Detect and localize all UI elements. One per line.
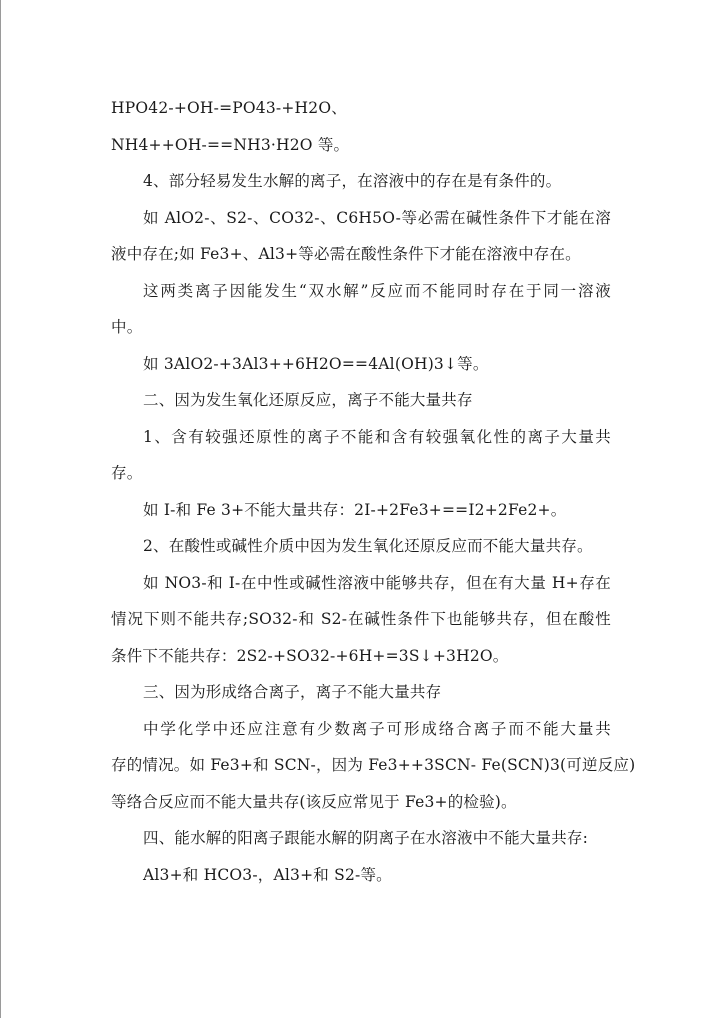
text-line: 如 I-和 Fe 3+不能大量共存：2I-+2Fe3+==I2+2Fe2+。 (143, 500, 567, 519)
section-heading: 三、因为形成络合离子，离子不能大量共存 (143, 683, 442, 701)
section-heading: 四、能水解的阳离子跟能水解的阴离子在水溶液中不能大量共存: (143, 829, 589, 847)
text-line: 这两类离子因能发生“双水解”反应而不能同时存在于同一溶液 (143, 281, 611, 300)
text-line: 液中存在;如 Fe3+、Al3+等必需在酸性条件下才能在溶液中存在。 (111, 245, 581, 263)
text-line: 如 AlO2-、S2-、CO32-、C6H5O-等必需在碱性条件下才能在溶 (143, 208, 611, 227)
text-line: 等络合反应而不能大量共存(该反应常见于 Fe3+的检验)。 (111, 792, 517, 811)
text-line: Al3+和 HCO3-，Al3+和 S2-等。 (143, 865, 392, 884)
text-line: NH4++OH-==NH3·H2O 等。 (111, 135, 350, 154)
text-line: 情况下则不能共存;SO32-和 S2-在碱性条件下也能够共存，但在酸性 (111, 610, 611, 628)
text-line: 中。 (111, 318, 143, 336)
text-line: 中学化学中还应注意有少数离子可形成络合离子而不能大量共 (143, 719, 611, 738)
section-heading: 二、因为发生氧化还原反应，离子不能大量共存 (143, 391, 473, 409)
text-line: 存的情况。如 Fe3+和 SCN-，因为 Fe3++3SCN- Fe(SCN)3(可逆反应) (111, 756, 636, 774)
text-line: 如 3AlO2-+3Al3++6H2O==4Al(OH)3↓等。 (143, 354, 489, 373)
text-line: 2、在酸性或碱性介质中因为发生氧化还原反应而不能大量共存。 (143, 537, 593, 555)
text-line: 1、含有较强还原性的离子不能和含有较强氧化性的离子大量共 (143, 427, 611, 446)
text-line: HPO42-+OH-=PO43-+H2O、 (111, 99, 347, 117)
document-body (111, 90, 636, 893)
text-line: 如 NO3-和 I-在中性或碱性溶液中能够共存，但在有大量 H+存在 (143, 573, 611, 592)
text-line: 4、部分轻易发生水解的离子，在溶液中的存在是有条件的。 (143, 172, 562, 190)
page-border (0, 0, 1, 1018)
text-line: 条件下不能共存：2S2-+SO32-+6H+=3S↓+3H2O。 (111, 646, 509, 665)
text-line: 存。 (111, 464, 143, 482)
